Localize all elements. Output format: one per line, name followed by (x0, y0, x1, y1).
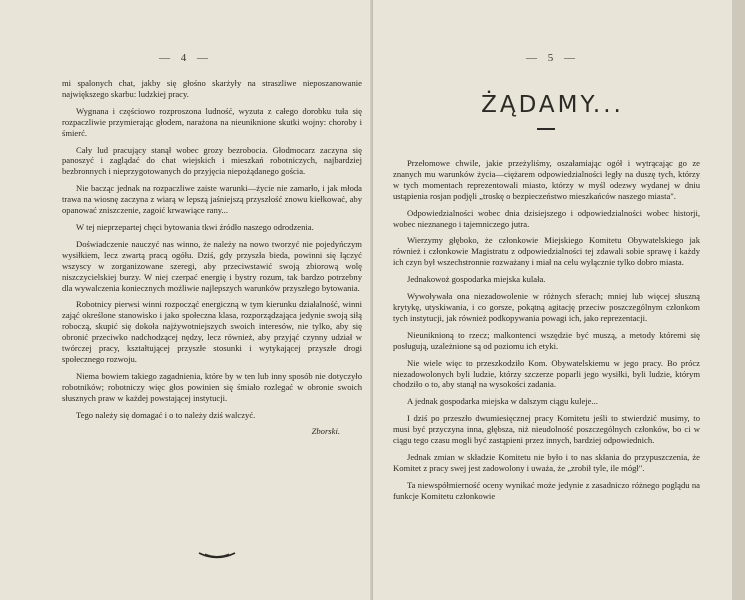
paragraph: A jednak gospodarka miejska w dalszym ciągu kuleje... (407, 396, 598, 407)
page-number: — 4 — (159, 52, 212, 64)
paragraph: Nie wiele więc to przeszkodziło Kom. Obywatelskiemu w jego pracy. Bo prócz niezadowolonych byli ludzie, którzy szczerze poparli jego wysiłki, byli ludzie, którym chodziło o to, aby stanął na wysokości zadania. (393, 357, 700, 390)
paragraph: Jednakowoż gospodarka miejska kulała. (407, 274, 546, 285)
paragraph: Przełomowe chwile, jakie przeżyliśmy, oszałamiając ogół i wytrącając go ze znanych mu warunków życia—ciężarem odpowiedzialności legły na duszę tych, którzy w tych momentach reprezentowali miasto, którzy w myśl odezwy wydanej w dniu ustąpienia rosjan podjęli „troskę o bezpieczeństwo mieszkańców naszego miasta". (393, 158, 700, 201)
paragraph: Nieuniknioną to rzecz; malkontenci wszędzie być muszą, a metody któremi się posługują, uzależnione są od poziomu ich etyki. (393, 329, 700, 351)
paragraph: Odpowiedzialności wobec dnia dzisiejszego i odpowiedzialności wobec historji, wobec nieznanego i tajemniczego jutra. (393, 207, 700, 229)
page-edge (732, 0, 745, 600)
paragraph: W tej nieprzepartej chęci bytowania tkwi źródło naszego odrodzenia. (76, 221, 314, 232)
paragraph: mi spalonych chat, jakby się głośno skarżyły na straszliwe nieposzanowanie największego skarbu: ludzkiej pracy. (62, 78, 362, 99)
paragraph: Cały lud pracujący stanął wobec grozy bezrobocia. Głodmocarz zaczyna się panoszyć i zaglądać do chat wiejskich i mieszkań robotniczych, najbardziej bezbronnych i nieprzygotowanych do przyjęcia niepożądanego gościa. (62, 144, 362, 177)
article-column (393, 158, 700, 508)
author-signature: Zborski. (311, 426, 340, 437)
ornament-divider (197, 550, 237, 562)
paragraph: Doświadczenie nauczyć nas winno, że należy na nowo tworzyć nie pojedyńczym wysiłkiem, lecz zwartą pracą ogółu. Dziś, gdy przyszła bieda, powinni się łączyć wszyscy w zorganizowane szeregi, aby przeciwstawić swoją zbiorową wolę niszczycielskiej burzy. W niej czerpać energię i bystry rozum, tak bardzo potrzebny dla wywalczenia koniecznych możliwie najlepszych warunków przyszłego bytowania. (62, 238, 362, 293)
paragraph: Tego należy się domagać i o to należy dziś walczyć. (76, 409, 256, 420)
paragraph: Jednak zmian w składzie Komitetu nie było i to nas skłania do przypuszczenia, że Komitet z pracy swej jest zadowolony i uważa, że „zrobił tyle, ile mógł". (393, 451, 700, 473)
paragraph: Wygnana i częściowo rozproszona ludność, wyzuta z całego dorobku tuła się rozpaczliwie przymierając głodem, narażona na nieuniknione skutki wojny: choroby i śmierć. (62, 105, 362, 138)
paragraph: Niema bowiem takiego zagadnienia, które by w ten lub inny sposób nie dotyczyło robotników; robotniczy więc głos powinien się śmiało rozlegać w obronie swoich słusznych praw w każdej powstającej instytucji. (62, 370, 362, 403)
paragraph: Robotnicy pierwsi winni rozpocząć energiczną w tym kierunku działalność, winni zająć określone stanowisko i jako społeczna klasa, rozporządzająca jedynie swoją siłą roboczą, skupić się dokoła najżywotniejszych swoich interesów, nie tylko, aby się obronić przeciwko nadchodzącej nędzy, lecz również, aby przyjąć czynny udział w twórczej pracy, kształtującej przyszłe stosunki i wytykającej przyszłe drogi społecznego rozwoju. (62, 299, 362, 364)
paragraph: Wywoływała ona niezadowolenie w różnych sferach; mniej lub więcej słuszną krytykę, utyskiwania, i co gorsze, pokątną agitację przeciw poszczególnym członkom tych instytucji, jak również podkopywania powagi ich, jako reprezentacji. (393, 291, 700, 323)
left-page (0, 0, 372, 600)
paragraph: Wierzymy głęboko, że członkowie Miejskiego Komitetu Obywatelskiego jak również i członkowie Magistratu z odpowiedzialności tej zdawali sobie sprawę i każdy ich czyn był wszechstronnie rozważany i miał na celu wyłącznie tylko dobro miasta. (393, 235, 700, 268)
title-rule (537, 128, 555, 130)
article-title: ŻĄDAMY... (481, 92, 624, 118)
paragraph: I dziś po przeszło dwumiesięcznej pracy Komitetu jeśli to stwierdzić musimy, to musi być przyczyna inna, głębsza, niż nieudolność poszczególnych członków, bo ci w ciągu tego czasu mogli być zastąpieni przez innych, bardziej odpowiednich. (393, 413, 700, 446)
article-column (62, 78, 362, 437)
paragraph: Ta niewspółmierność oceny wynikać może jedynie z zasadniczo różnego poglądu na funkcje Komitetu członkowie (393, 479, 700, 501)
paragraph: Nie bacząc jednak na rozpaczliwe zaiste warunki—życie nie zamarło, i jak młoda trawa na wiosnę zaczyna z wiarą w lepszą jaśniejszą przyszłość znowu kiełkować, aby opanować zniszczenie, zagoić krwawiące rany... (62, 183, 362, 216)
right-page (373, 0, 732, 600)
page-number: — 5 — (526, 52, 579, 64)
